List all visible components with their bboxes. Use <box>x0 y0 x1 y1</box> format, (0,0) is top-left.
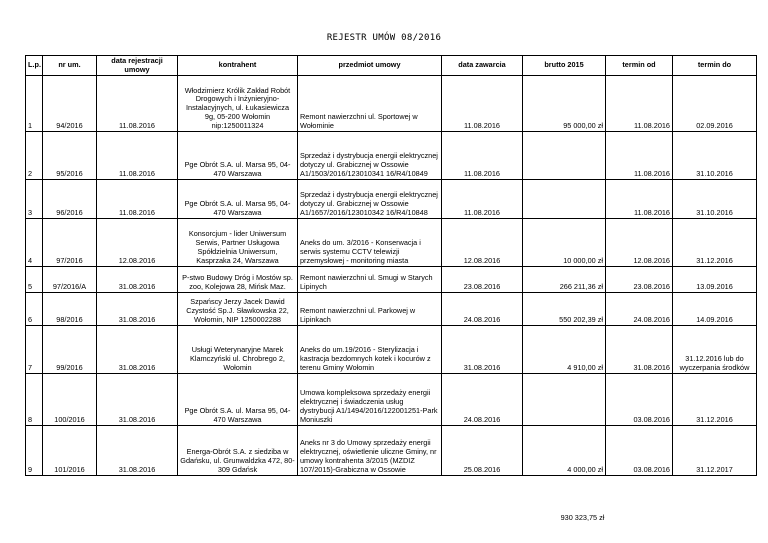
cell-termin-od: 23.08.2016 <box>606 267 673 293</box>
cell-lp: 5 <box>26 267 43 293</box>
cell-lp: 2 <box>26 132 43 180</box>
cell-brutto: 550 202,39 zł <box>523 293 606 326</box>
cell-lp: 9 <box>26 426 43 476</box>
cell-lp: 6 <box>26 293 43 326</box>
header-nr: nr um. <box>43 56 97 76</box>
cell-data-rejestracji: 31.08.2016 <box>97 326 178 374</box>
cell-przedmiot: Umowa kompleksowa sprzedaży energii elektrycznej i świadczenia usług dystrybucji A1/1494/2016/122001251-Park Moniuszki <box>298 374 442 426</box>
total-amount: 930 323,75 zł <box>560 513 605 522</box>
cell-termin-do: 31.12.2016 <box>673 374 757 426</box>
cell-kontrahent: Energa-Obrót S.A. z siedziba w Gdańsku, ul. Grunwaldzka 472, 80-309 Gdańsk <box>178 426 298 476</box>
cell-termin-do: 31.10.2016 <box>673 132 757 180</box>
cell-data-zawarcia: 25.08.2016 <box>442 426 523 476</box>
cell-kontrahent: Pge Obrót S.A. ul. Marsa 95, 04-470 Warszawa <box>178 374 298 426</box>
cell-nr: 100/2016 <box>43 374 97 426</box>
cell-data-zawarcia: 31.08.2016 <box>442 326 523 374</box>
cell-data-rejestracji: 11.08.2016 <box>97 76 178 132</box>
table-row <box>26 326 757 374</box>
table-row <box>26 267 757 293</box>
cell-lp: 4 <box>26 219 43 267</box>
cell-przedmiot: Aneks do um.19/2016 - Sterylizacja i kastracja bezdomnych kotek i kocurów z terenu Gminy Wołomin <box>298 326 442 374</box>
cell-nr: 97/2016/A <box>43 267 97 293</box>
cell-przedmiot: Remont nawierzchni ul. Sportowej w Wołominie <box>298 76 442 132</box>
cell-lp: 3 <box>26 180 43 219</box>
cell-termin-do: 31.10.2016 <box>673 180 757 219</box>
cell-przedmiot: Sprzedaż i dystrybucja energii elektrycznej dotyczy ul. Grabicznej w Ossowie A1/1503/2016/123010341 16/R4/10849 <box>298 132 442 180</box>
cell-termin-od: 11.08.2016 <box>606 180 673 219</box>
cell-termin-do: 14.09.2016 <box>673 293 757 326</box>
cell-data-zawarcia: 12.08.2016 <box>442 219 523 267</box>
cell-termin-od: 11.08.2016 <box>606 76 673 132</box>
cell-brutto: 95 000,00 zł <box>523 76 606 132</box>
cell-kontrahent: Szpańscy Jerzy Jacek Dawid Czystość Sp.J. Sławkowska 22, Wołomin, NIP 1250002288 <box>178 293 298 326</box>
cell-przedmiot: Aneks nr 3 do Umowy sprzedaży energii elektrycznej, oświetlenie uliczne Gminy, nr umowy kontrahenta 3/2015 (MZDIZ 107/2015)-Grabiczna w Ossowie <box>298 426 442 476</box>
cell-przedmiot: Remont nawierzchni ul. Parkowej w Lipinkach <box>298 293 442 326</box>
table-row <box>26 426 757 476</box>
cell-termin-od: 03.08.2016 <box>606 374 673 426</box>
table-row <box>26 76 757 132</box>
header-kontrahent: kontrahent <box>178 56 298 76</box>
cell-brutto <box>523 374 606 426</box>
header-lp: L.p. <box>26 56 43 76</box>
cell-nr: 94/2016 <box>43 76 97 132</box>
cell-brutto: 10 000,00 zł <box>523 219 606 267</box>
cell-data-zawarcia: 24.08.2016 <box>442 374 523 426</box>
table-row <box>26 132 757 180</box>
cell-przedmiot: Aneks do um. 3/2016 - Konserwacja i serwis systemu CCTV telewizji przemysłowej - monitoring miasta <box>298 219 442 267</box>
header-data-zaw: data zawarcia <box>442 56 523 76</box>
cell-data-zawarcia: 11.08.2016 <box>442 132 523 180</box>
cell-nr: 95/2016 <box>43 132 97 180</box>
cell-data-rejestracji: 11.08.2016 <box>97 180 178 219</box>
cell-kontrahent: Konsorcjum - lider Uniwersum Serwis, Partner Usługowa Spółdzielnia Uniwersum, Kasprzaka 24, Warszawa <box>178 219 298 267</box>
table-row <box>26 293 757 326</box>
cell-termin-od: 03.08.2016 <box>606 426 673 476</box>
cell-lp: 1 <box>26 76 43 132</box>
header-data-rej: data rejestracji umowy <box>97 56 178 76</box>
cell-lp: 7 <box>26 326 43 374</box>
cell-nr: 101/2016 <box>43 426 97 476</box>
header-termin-od: termin od <box>606 56 673 76</box>
cell-data-zawarcia: 11.08.2016 <box>442 76 523 132</box>
cell-data-rejestracji: 31.08.2016 <box>97 426 178 476</box>
cell-brutto <box>523 132 606 180</box>
cell-brutto: 4 910,00 zł <box>523 326 606 374</box>
cell-termin-do: 31.12.2016 lub do wyczerpania środków <box>673 326 757 374</box>
header-termin-do: termin do <box>673 56 757 76</box>
cell-brutto: 266 211,36 zł <box>523 267 606 293</box>
cell-przedmiot: Sprzedaż i dystrybucja energii elektrycznej dotyczy ul. Grabicznej w Ossowie A1/1657/2016/123010342 16/R4/10848 <box>298 180 442 219</box>
cell-termin-od: 31.08.2016 <box>606 326 673 374</box>
cell-nr: 99/2016 <box>43 326 97 374</box>
cell-nr: 96/2016 <box>43 180 97 219</box>
contracts-table <box>25 55 757 476</box>
cell-kontrahent: Pge Obrót S.A. ul. Marsa 95, 04-470 Warszawa <box>178 180 298 219</box>
cell-termin-od: 11.08.2016 <box>606 132 673 180</box>
header-row <box>26 56 757 76</box>
cell-termin-od: 24.08.2016 <box>606 293 673 326</box>
cell-data-rejestracji: 31.08.2016 <box>97 374 178 426</box>
cell-przedmiot: Remont nawierzchni ul. Smugi w Starych Lipinych <box>298 267 442 293</box>
header-brutto: brutto 2015 <box>523 56 606 76</box>
cell-termin-do: 13.09.2016 <box>673 267 757 293</box>
table-row <box>26 219 757 267</box>
cell-kontrahent: Pge Obrót S.A. ul. Marsa 95, 04-470 Warszawa <box>178 132 298 180</box>
cell-data-rejestracji: 31.08.2016 <box>97 267 178 293</box>
cell-termin-do: 31.12.2017 <box>673 426 757 476</box>
header-przedmiot: przedmiot umowy <box>298 56 442 76</box>
cell-data-rejestracji: 11.08.2016 <box>97 132 178 180</box>
table-row <box>26 374 757 426</box>
cell-kontrahent: Usługi Weterynaryjne Marek Klamczyński ul. Chrobrego 2, Wołomin <box>178 326 298 374</box>
cell-lp: 8 <box>26 374 43 426</box>
cell-brutto <box>523 180 606 219</box>
cell-data-zawarcia: 11.08.2016 <box>442 180 523 219</box>
cell-termin-do: 31.12.2016 <box>673 219 757 267</box>
cell-termin-od: 12.08.2016 <box>606 219 673 267</box>
table-row <box>26 180 757 219</box>
cell-data-zawarcia: 24.08.2016 <box>442 293 523 326</box>
cell-termin-do: 02.09.2016 <box>673 76 757 132</box>
cell-data-zawarcia: 23.08.2016 <box>442 267 523 293</box>
cell-kontrahent: P-stwo Budowy Dróg i Mostów sp. zoo, Kolejowa 28, Mińsk Maz. <box>178 267 298 293</box>
cell-nr: 97/2016 <box>43 219 97 267</box>
cell-brutto: 4 000,00 zł <box>523 426 606 476</box>
page-title: REJESTR UMÓW 08/2016 <box>326 33 442 43</box>
cell-kontrahent: Włodzimierz Królik Zakład Robót Drogowych i Inżynieryjno-Instalacyjnych, ul. Łukasiewicza 9g, 05-200 Wołomin nip:1250011324 <box>178 76 298 132</box>
cell-data-rejestracji: 31.08.2016 <box>97 293 178 326</box>
cell-nr: 98/2016 <box>43 293 97 326</box>
cell-data-rejestracji: 12.08.2016 <box>97 219 178 267</box>
